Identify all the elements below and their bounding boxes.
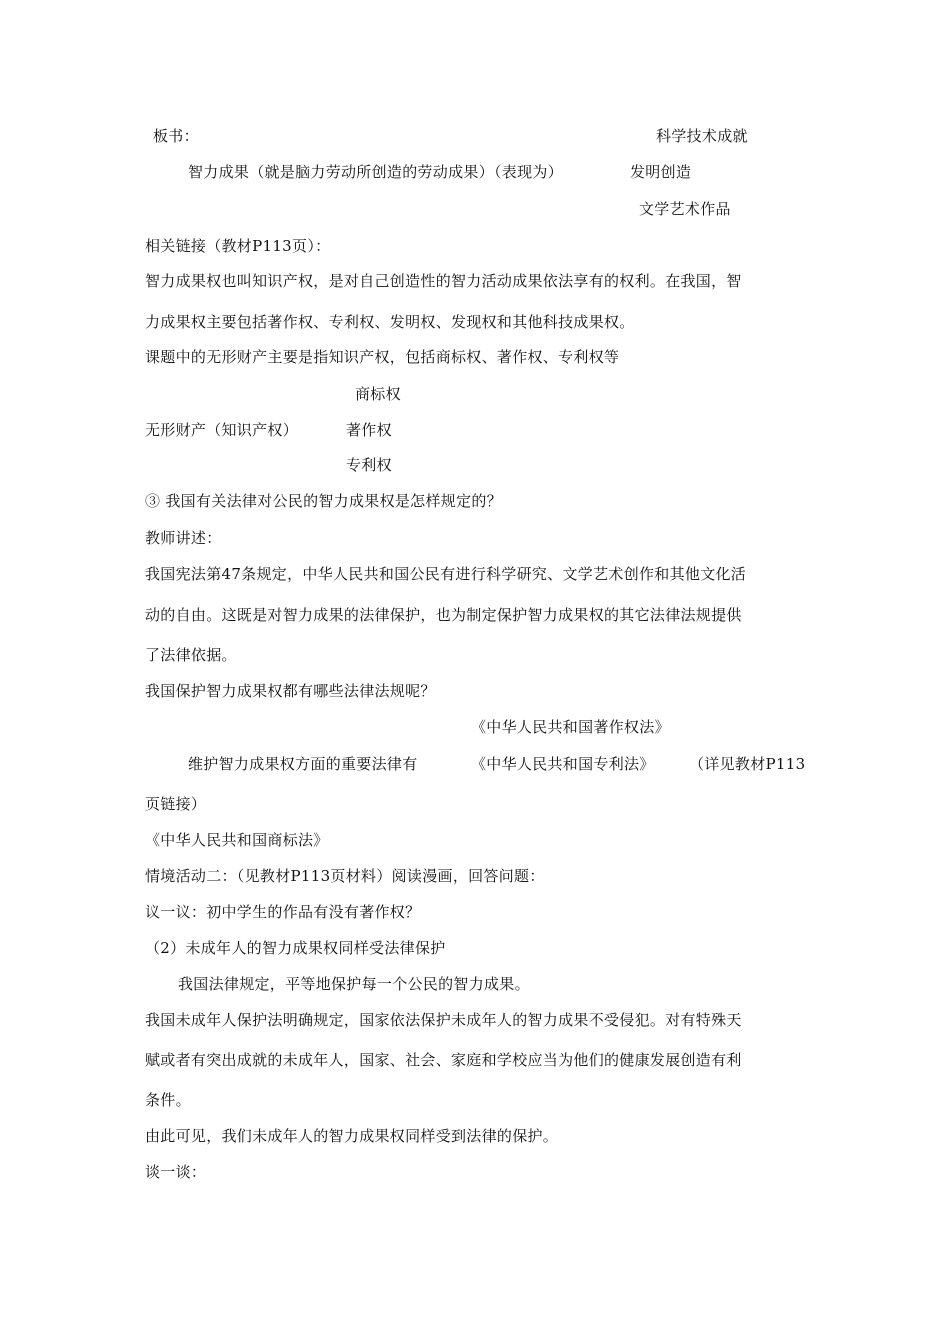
related-link-para2: 课题中的无形财产主要是指知识产权，包括商标权、著作权、专利权等 (145, 348, 620, 366)
laws-note-start: （详见教材P113 (689, 755, 806, 773)
activity-2: 情境活动二：（见教材P113页材料）阅读漫画，回答问题： (145, 867, 545, 885)
section-2-conclusion: 由此可见，我们未成年人的智力成果权同样受到法律的保护。 (145, 1127, 559, 1145)
teacher-heading: 教师讲述： (145, 529, 222, 547)
law-copyright: 《中华人民共和国著作权法》 (471, 718, 670, 736)
related-link-para1-line2: 力成果权主要包括著作权、专利权、发明权、发现权和其他科技成果权。 (145, 313, 635, 331)
section-2-para-line-3: 条件。 (145, 1091, 191, 1109)
laws-question: 我国保护智力成果权都有哪些法律法规呢？ (145, 682, 436, 700)
talk-prompt: 谈一谈： (145, 1163, 207, 1181)
intangible-label: 无形财产（知识产权） (145, 421, 299, 439)
related-link-heading: 相关链接（教材P113页）： (145, 237, 331, 255)
question-3: ③ 我国有关法律对公民的智力成果权是怎样规定的？ (145, 492, 502, 510)
board-item-science: 科学技术成就 (656, 127, 748, 145)
section-2-title: （2）未成年人的智力成果权同样受法律保护 (145, 939, 446, 957)
intangible-item-patent: 专利权 (346, 456, 392, 474)
board-item-literature: 文学艺术作品 (639, 200, 731, 218)
law-patent: 《中华人民共和国专利法》 (471, 755, 655, 773)
teacher-line-1: 我国宪法第47条规定，中华人民共和国公民有进行科学研究、文学艺术创作和其他文化活 (145, 565, 747, 583)
section-2-para-line-1: 我国未成年人保护法明确规定，国家依法保护未成年人的智力成果不受侵犯。对有特殊天 (145, 1011, 742, 1029)
board-main-row: 智力成果（就是脑力劳动所创造的劳动成果）（表现为） (188, 163, 564, 181)
law-trademark: 《中华人民共和国商标法》 (145, 831, 329, 849)
laws-lead: 维护智力成果权方面的重要法律有 (188, 755, 418, 773)
laws-note-end: 页链接） (145, 795, 207, 813)
board-label: 板书： (153, 127, 199, 145)
teacher-line-3: 了法律依据。 (145, 646, 237, 664)
discuss-prompt: 议一议：初中学生的作品有没有著作权？ (145, 903, 421, 921)
section-2-line-1: 我国法律规定，平等地保护每一个公民的智力成果。 (178, 975, 530, 993)
related-link-para1-line1: 智力成果权也叫知识产权，是对自己创造性的智力活动成果依法享有的权利。在我国，智 (145, 272, 742, 290)
section-2-para-line-2: 赋或者有突出成就的未成年人，国家、社会、家庭和学校应当为他们的健康发展创造有利 (145, 1051, 742, 1069)
intangible-item-trademark: 商标权 (355, 385, 401, 403)
board-item-invention: 发明创造 (630, 163, 692, 181)
intangible-item-copyright: 著作权 (346, 421, 392, 439)
teacher-line-2: 动的自由。这既是对智力成果的法律保护，也为制定保护智力成果权的其它法律法规提供 (145, 606, 742, 624)
